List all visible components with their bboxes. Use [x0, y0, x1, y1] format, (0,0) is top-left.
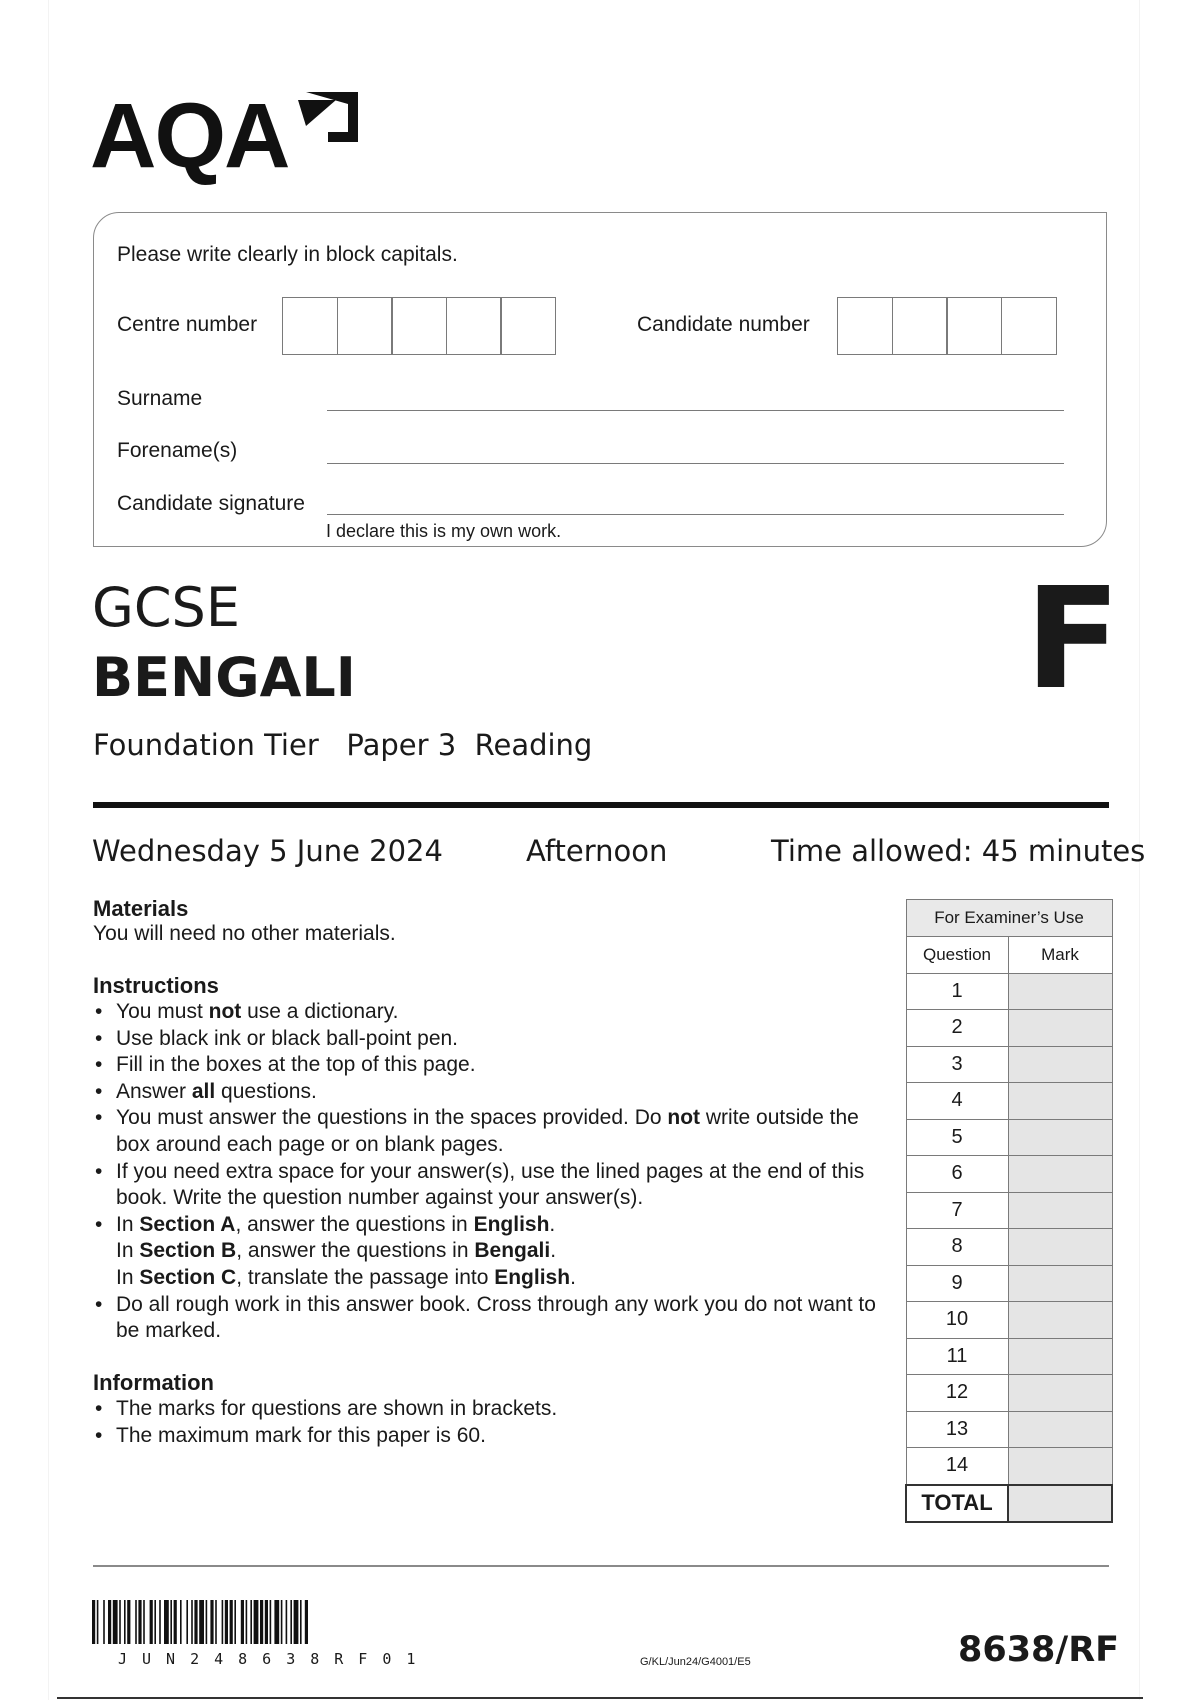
- information-heading: Information: [93, 1370, 214, 1395]
- mark-cell[interactable]: [1008, 1156, 1112, 1193]
- question-row: [906, 1338, 1112, 1375]
- paper-description: Foundation Tier Paper 3 Reading: [93, 728, 593, 762]
- question-number: 8: [906, 1229, 1008, 1266]
- question-number: 12: [906, 1375, 1008, 1412]
- question-number: 3: [906, 1046, 1008, 1083]
- paper-code: 8638/RF: [958, 1630, 1120, 1670]
- instruction-item: • You must not use a dictionary.: [93, 999, 893, 1026]
- candidate-details-box: [93, 212, 1107, 547]
- barcode: [92, 1600, 502, 1656]
- centre-number-label: Centre number: [117, 313, 258, 336]
- block-capitals-instruction: Please write clearly in block capitals.: [117, 243, 458, 266]
- question-column-header: Question: [906, 937, 1008, 974]
- question-row: [906, 1265, 1112, 1302]
- surname-field[interactable]: [327, 410, 1064, 411]
- examiner-use-title: For Examiner’s Use: [906, 900, 1112, 937]
- question-row: [906, 1046, 1112, 1083]
- materials-text: You will need no other materials.: [93, 922, 396, 945]
- subject-title: BENGALI: [92, 646, 356, 709]
- question-number: 1: [906, 973, 1008, 1010]
- question-number: 5: [906, 1119, 1008, 1156]
- document-reference: G/KL/Jun24/G4001/E5: [640, 1656, 751, 1668]
- question-row: [906, 1083, 1112, 1120]
- forenames-label: Forename(s): [117, 439, 238, 462]
- time-allowed: Time allowed: 45 minutes: [771, 834, 1146, 868]
- instruction-item: • Use black ink or black ball-point pen.: [93, 1026, 893, 1053]
- question-row: [906, 1375, 1112, 1412]
- question-row: [906, 1119, 1112, 1156]
- question-number: 7: [906, 1192, 1008, 1229]
- total-row: [906, 1485, 1112, 1523]
- mark-column-header: Mark: [1008, 937, 1112, 974]
- question-row: [906, 1448, 1112, 1485]
- question-row: [906, 1302, 1112, 1339]
- centre-number-boxes: [282, 297, 555, 355]
- question-number: 6: [906, 1156, 1008, 1193]
- question-number: 11: [906, 1338, 1008, 1375]
- mark-cell[interactable]: [1008, 1411, 1112, 1448]
- information-item: • The marks for questions are shown in brackets.: [93, 1396, 893, 1423]
- instructions-heading: Instructions: [93, 973, 219, 998]
- candidate-number-boxes: [837, 297, 1055, 355]
- candidate-number-digit[interactable]: [837, 297, 893, 355]
- total-mark-cell[interactable]: [1008, 1485, 1112, 1523]
- exam-session: Afternoon: [526, 834, 668, 868]
- instruction-item: • Fill in the boxes at the top of this page.: [93, 1052, 893, 1079]
- aqa-logo: [90, 85, 360, 187]
- bottom-border: [57, 1697, 1143, 1699]
- question-number: 10: [906, 1302, 1008, 1339]
- candidate-number-digit[interactable]: [946, 297, 1002, 355]
- mark-cell[interactable]: [1008, 1046, 1112, 1083]
- instruction-item-sections: • In Section A, answer the questions in English. In Section B, answer the questions in Bengali. In Section C, translate the passage into English.: [93, 1212, 893, 1292]
- mark-cell[interactable]: [1008, 1010, 1112, 1047]
- mark-cell[interactable]: [1008, 1375, 1112, 1412]
- qualification-title: GCSE: [92, 576, 240, 639]
- centre-number-digit[interactable]: [446, 297, 502, 355]
- instruction-item: • Answer all questions.: [93, 1079, 893, 1106]
- centre-number-digit[interactable]: [391, 297, 447, 355]
- instruction-item: • You must answer the questions in the spaces provided. Do not write outside the box around each page or on blank pages.: [93, 1105, 893, 1158]
- mark-cell[interactable]: [1008, 1119, 1112, 1156]
- mark-cell[interactable]: [1008, 1448, 1112, 1485]
- materials-heading: Materials: [93, 896, 189, 921]
- instructions-list: [93, 999, 893, 1345]
- mark-cell[interactable]: [1008, 1265, 1112, 1302]
- exam-date: Wednesday 5 June 2024: [92, 834, 443, 868]
- question-row: [906, 1411, 1112, 1448]
- logo-flag-icon: [298, 92, 358, 144]
- question-row: [906, 1229, 1112, 1266]
- question-row: [906, 1156, 1112, 1193]
- question-row: [906, 1192, 1112, 1229]
- candidate-number-label: Candidate number: [637, 313, 810, 336]
- question-number: 4: [906, 1083, 1008, 1120]
- centre-number-digit[interactable]: [282, 297, 338, 355]
- information-item: • The maximum mark for this paper is 60.: [93, 1423, 893, 1450]
- centre-number-digit[interactable]: [500, 297, 556, 355]
- barcode-text: JUN248638RF01: [118, 1650, 431, 1668]
- question-number: 14: [906, 1448, 1008, 1485]
- instruction-item: • Do all rough work in this answer book. Cross through any work you do not want to be marked.: [93, 1292, 893, 1345]
- question-number: 2: [906, 1010, 1008, 1047]
- candidate-number-digit[interactable]: [892, 297, 948, 355]
- mark-cell[interactable]: [1008, 1229, 1112, 1266]
- mark-cell[interactable]: [1008, 1302, 1112, 1339]
- signature-field[interactable]: [327, 514, 1064, 515]
- question-row: [906, 1010, 1112, 1047]
- mark-cell[interactable]: [1008, 973, 1112, 1010]
- tier-letter: F: [1025, 558, 1121, 721]
- question-row: [906, 973, 1112, 1010]
- question-number: 9: [906, 1265, 1008, 1302]
- instruction-item: • If you need extra space for your answer(s), use the lined pages at the end of this book. Write the question number against your answer(s).: [93, 1159, 893, 1212]
- mark-cell[interactable]: [1008, 1338, 1112, 1375]
- mark-cell[interactable]: [1008, 1083, 1112, 1120]
- signature-label: Candidate signature: [117, 492, 305, 515]
- total-label: TOTAL: [906, 1485, 1008, 1523]
- centre-number-digit[interactable]: [337, 297, 393, 355]
- question-number: 13: [906, 1411, 1008, 1448]
- surname-label: Surname: [117, 387, 203, 410]
- forenames-field[interactable]: [327, 463, 1064, 464]
- logo-wordmark: AQA: [90, 85, 289, 187]
- examiner-use-table: [905, 899, 1113, 1523]
- mark-cell[interactable]: [1008, 1192, 1112, 1229]
- declaration-text: I declare this is my own work.: [326, 521, 562, 541]
- footer-divider: [93, 1565, 1109, 1567]
- candidate-number-digit[interactable]: [1001, 297, 1057, 355]
- divider: [93, 802, 1109, 808]
- information-list: [93, 1396, 893, 1449]
